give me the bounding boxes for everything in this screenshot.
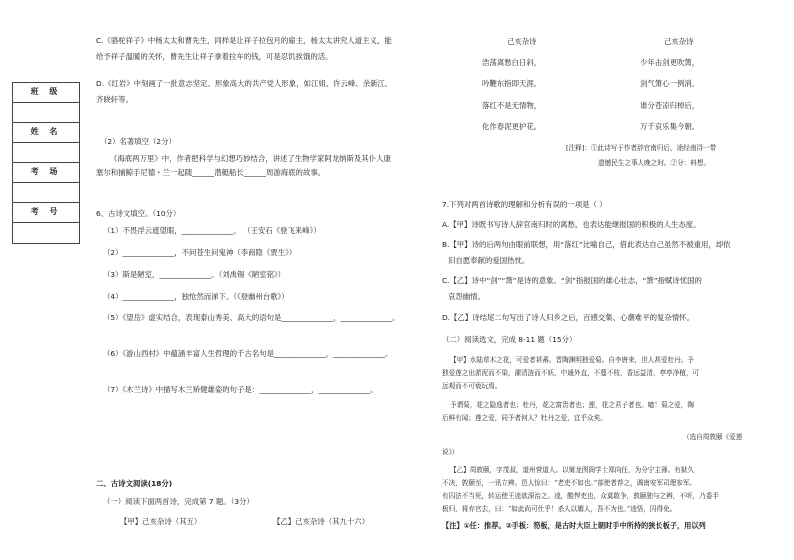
poem-b-line-3: 谁分苍凉归棹后， (640, 101, 700, 110)
poem-b-label: 【乙】己亥杂诗（其九十六） (273, 517, 370, 526)
q6-title: 6、古诗文填空。（10分） (96, 209, 181, 218)
passage-b-line4: 板归，将弃官去，曰：“如此尚可仕乎！杀人以媚人，吾不为也。”逵悟，囚得免。 (442, 505, 677, 513)
passage-a-source-2: 说》） (442, 448, 459, 456)
fill-question-title: （2）名著填空（2分） (100, 137, 176, 146)
q7-option-c-line2: 哀怨幽情。 (448, 292, 485, 301)
q7-option-a[interactable]: A.【甲】诗既书写诗人辞官南归时的离愁，也表达能继报国的积极的人生态度。 (442, 220, 701, 229)
name-label: 姓 名 (30, 127, 62, 136)
option-d-line1: D.《红岩》中刻画了一批意志坚定、形象高大的共产党人形象，如江姐、许云峰、余新江、 (96, 79, 393, 88)
passage-a-line3: 远观而不可亵玩焉。 (442, 382, 502, 390)
poem-b-title: 己亥杂诗 (664, 37, 694, 46)
q7-option-b-line2: 旧自愿奉献的爱国热忱。 (448, 256, 530, 265)
class-label-cell (13, 83, 79, 103)
option-c-line1: C.《骆驼祥子》中杨太太和曹先生，同样是让祥子拉包月的雇主，杨太太讲究人道主义，能 (96, 36, 392, 45)
fill-question-line2: 塞尔和捕鲸手尼德・兰一起随______潜艇船长______周游海底的故事。 (96, 168, 326, 177)
option-c-line2: 给予祥子温暖的关怀，曹先生让祥子拿着拉车的钱，可是忍饥挨饿的活。 (96, 52, 333, 61)
number-label: 考 号 (30, 207, 62, 216)
poem-b-line-2: 剑气箫心一例消。 (640, 79, 700, 88)
section-2-subtitle: （一）阅读下面两首诗，完成第 7 题。（3分） (103, 497, 254, 506)
poem-note-line1: [注释]：①此诗写于作者辞官南归后，途经南浔一带 (566, 144, 717, 152)
passage-a-source-1: （选自周敦颐《爱莲 (683, 433, 743, 441)
q6-item-3: （3）斯是陋室，______________。（刘禹锡《陋室铭》） (103, 270, 286, 279)
student-info-table (12, 82, 80, 244)
q7-option-d[interactable]: D.【乙】诗结尾二句写出了诗人归乡之后，百感交集、心潮难平的复杂情怀。 (442, 313, 694, 322)
passage-a-line1: 【甲】水陆草木之花，可爱者甚蕃。晋陶渊明独爱菊。自李唐来，世人甚爱牡丹。予 (450, 356, 694, 364)
name-input-cell[interactable] (13, 143, 79, 163)
class-input-cell[interactable] (13, 103, 79, 123)
name-label-cell (13, 123, 79, 143)
fill-question-line1: 《海底两万里》中，作者把科学与幻想巧妙结合，讲述了生物学家阿龙纳斯及其仆人康 (110, 154, 391, 163)
number-label-cell (13, 203, 79, 223)
q6-item-6: （6）《游山西村》中蕴涵丰富人生哲理的千古名句是______________，______________。 (103, 349, 393, 358)
q6-item-2: （2）______________，不问苍生问鬼神（李商隐《贾生》） (103, 248, 297, 257)
reading-section-title: （二）阅读选文，完成 8-11 题（15分） (442, 335, 577, 344)
poem-a-line-3: 落红不是无情物， (482, 101, 542, 110)
room-label: 考 场 (30, 167, 62, 176)
passage-b-line2: 不决，敦颐至，一讯立辨。邑人惊曰：“老吏不如也。”部使者荐之，调南安军司理参军。 (442, 479, 697, 487)
q6-item-4: （4）______________，独怆然而涕下。（《登幽州台歌》） (103, 292, 289, 301)
room-input-cell[interactable] (13, 183, 79, 203)
q7-title: 7.下列对两首诗歌的理解和分析有误的一项是（ ） (442, 200, 607, 209)
q6-item-5: （5）《望岳》虚实结合，表现泰山秀美、高大的语句是______________，______________。 (103, 313, 400, 322)
passage-b-line1: 【乙】周敦颐，字茂叔，道州营道人。以舅龙图阁学士郑向任，为分宁主簿。有狱久 (450, 466, 694, 474)
poem-note-line2: 遗憾民生之事人晚之时。②分：料想。 (598, 159, 711, 167)
section-2-title: 二、古诗文阅读(18分) (96, 479, 173, 488)
poem-a-line-2: 吟鞭东指即天涯。 (482, 79, 542, 88)
poem-b-line-1: 少年击剑更吹箫， (640, 58, 700, 67)
passage-a-line5: 后鲜有闻；莲之爱，同予者何人？牡丹之爱，宜乎众矣。 (442, 414, 607, 422)
class-label: 班 级 (30, 87, 62, 96)
room-label-cell (13, 163, 79, 183)
passage-b-line3: 有囚法不当死，转运使王逵欲深治之。逵，酷悍吏也，众莫敢争，敦颐独与之辨，不听，乃委手 (442, 492, 719, 500)
q7-option-b-line1[interactable]: B.【甲】诗的后两句由眼前联想，用“落红”比喻自己，借此表达自己虽然不被重用，却依 (442, 240, 731, 249)
poem-a-line-4: 化作春泥更护花。 (482, 122, 542, 131)
passage-a-line4: 予谓菊，花之隐逸者也；牡丹，花之富贵者也；莲，花之君子者也。噫！菊之爱，陶 (450, 401, 694, 409)
option-d-line2: 齐晓轩等。 (96, 95, 133, 104)
q6-item-1: （1）不畏浮云遮望眼，______________。 （王安石《登飞来峰》） (103, 226, 321, 235)
passage-note: 【注】①任：推荐。②手板：笏板，是古时大臣上朝时手中所持的狭长板子，用以列 (442, 521, 706, 530)
poem-b-line-4: 万千哀乐集今朝。 (640, 122, 700, 131)
q6-item-7: （7）《木兰诗》中描写木兰矫健雄姿的句子是：______________，______________。 (103, 385, 378, 394)
number-input-cell[interactable] (13, 223, 79, 243)
passage-a-line2: 独爱莲之出淤泥而不染，濯清涟而不妖，中通外直，不蔓不枝，香远益清，亭亭净植，可 (442, 369, 700, 377)
poem-a-label: 【甲】己亥杂诗（其五） (120, 517, 202, 526)
poem-a-line-1: 浩荡离愁白日斜， (482, 58, 542, 67)
poem-a-title: 己亥杂诗 (507, 37, 537, 46)
q7-option-c-line1[interactable]: C.【乙】诗中“剑”“箫”是诗的意象。“剑”指报国的雄心壮志，“箫”指赋诗忧国的 (442, 276, 702, 285)
